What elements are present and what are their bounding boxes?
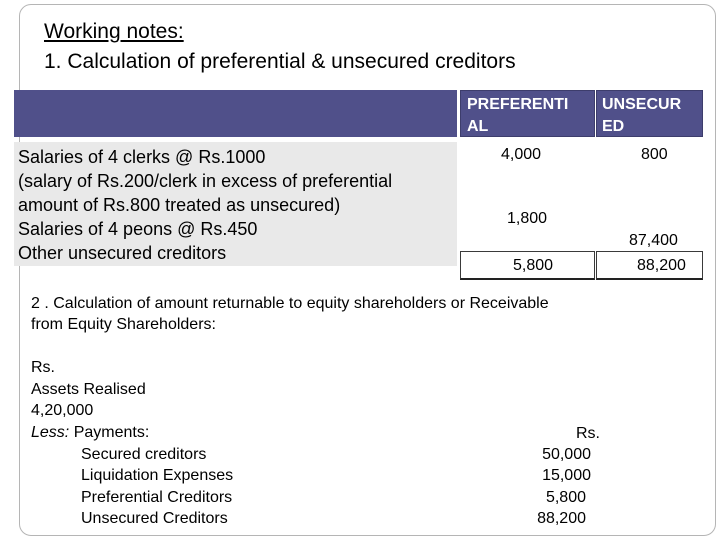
assets-realised-value: 4,20,000 bbox=[31, 402, 94, 419]
unsecured-header-line2: ED bbox=[602, 118, 625, 135]
row-text: Salaries of 4 peons @ Rs.450 bbox=[18, 219, 258, 239]
payment-item-value: 88,200 bbox=[537, 510, 586, 527]
preferential-clerks-value: 4,000 bbox=[501, 146, 542, 163]
rs-column-label: Rs. bbox=[31, 359, 55, 376]
row-text: (salary of Rs.200/clerk in excess of preferential bbox=[18, 171, 393, 191]
payment-item-label: Secured creditors bbox=[81, 446, 207, 463]
rs-payments-header: Rs. bbox=[576, 425, 600, 442]
payment-item-value: 15,000 bbox=[542, 467, 591, 484]
note2-heading-line2: from Equity Shareholders: bbox=[31, 316, 216, 333]
unsecured-clerks-value: 800 bbox=[641, 146, 668, 163]
calculation-subtitle: 1. Calculation of preferential & unsecured creditors bbox=[44, 50, 516, 73]
table-header-band bbox=[14, 90, 457, 137]
payment-item-value: 50,000 bbox=[542, 446, 591, 463]
preferential-header-line2: AL bbox=[467, 118, 489, 135]
preferential-header-line1: PREFERENTI bbox=[467, 96, 569, 113]
row-text: amount of Rs.800 treated as unsecured) bbox=[18, 195, 341, 215]
preferential-total-value: 5,800 bbox=[513, 257, 554, 274]
assets-realised-label: Assets Realised bbox=[31, 381, 146, 398]
payment-item-label: Liquidation Expenses bbox=[81, 467, 234, 484]
preferential-column-header bbox=[467, 94, 568, 138]
row-text: Other unsecured creditors bbox=[18, 243, 227, 263]
unsecured-column-header bbox=[602, 94, 681, 138]
less-label: Less: bbox=[31, 424, 70, 441]
unsecured-total-value: 88,200 bbox=[637, 257, 686, 274]
row-text: Salaries of 4 clerks @ Rs.1000 bbox=[18, 147, 266, 167]
unsecured-header-line1: UNSECUR bbox=[602, 96, 682, 113]
payment-item-label: Unsecured Creditors bbox=[81, 510, 228, 527]
payment-item-label: Preferential Creditors bbox=[81, 489, 233, 506]
payments-label: Payments: bbox=[73, 424, 150, 441]
preferential-peons-value: 1,800 bbox=[507, 210, 548, 227]
less-payments-label bbox=[31, 422, 149, 443]
payment-item-value: 5,800 bbox=[545, 489, 586, 506]
unsecured-other-value: 87,400 bbox=[629, 232, 678, 249]
note2-heading-line1: 2 . Calculation of amount returnable to equity shareholders or Receivable bbox=[31, 295, 549, 312]
working-notes-title: Working notes: bbox=[44, 20, 184, 43]
